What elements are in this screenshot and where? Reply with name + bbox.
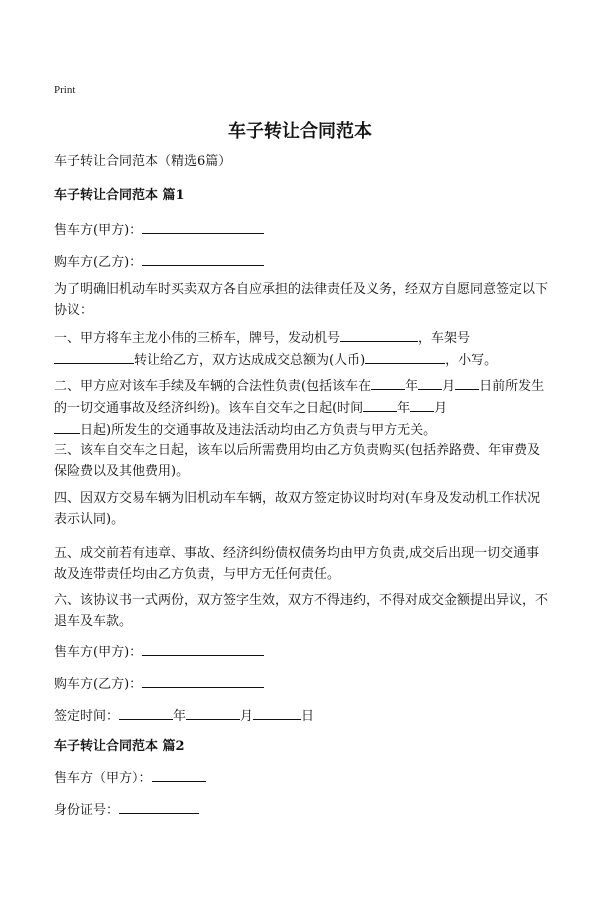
sign-date-label: 签定时间： [54, 709, 120, 724]
frame-number-blank[interactable] [54, 349, 134, 364]
document-title: 车子转让合同范本 [228, 121, 372, 142]
clause-2-month-2: 月 [434, 401, 448, 416]
section2-seller-blank[interactable] [152, 767, 206, 782]
buyer-field-row [54, 251, 264, 273]
seller-blank[interactable] [142, 219, 264, 234]
clause-2-text-a: 二、甲方应对该车手续及车辆的合法性负责(包括该车在 [54, 379, 372, 394]
section2-id-label: 身份证号： [54, 803, 120, 818]
clause-1-text-d: ，小写。 [445, 353, 498, 368]
seller-blank-2[interactable] [142, 641, 264, 656]
total-amount-blank[interactable] [365, 349, 445, 364]
clause-2-year: 年 [405, 379, 419, 394]
clause-2-month: 月 [442, 379, 456, 394]
intro-paragraph: 为了明确旧机动车时买卖双方各自应承担的法律责任及义务，经双方自愿同意签定以下协议： [54, 282, 549, 318]
engine-number-blank[interactable] [340, 327, 418, 342]
buyer-blank[interactable] [142, 251, 264, 266]
buyer-blank-2[interactable] [142, 673, 264, 688]
clause-3: 三、该车自交车之日起，该车以后所需费用均由乙方负责购买(包括养路费、年审费及保险费以及其他费用)。 [54, 443, 541, 479]
clause-2-text-b: 日起)所发生的交通事故及违法活动均由乙方负责与甲方无关。 [80, 423, 437, 438]
sign-day-blank[interactable] [253, 705, 301, 720]
section2-seller-row [54, 767, 206, 789]
clause-2-year-blank[interactable] [371, 375, 405, 390]
clause-4: 四、因双方交易车辆为旧机动车车辆，故双方签定协议时均对(车身及发动机工作状况表示认同)。 [54, 491, 541, 527]
buyer-label-2: 购车方(乙方)： [54, 677, 143, 692]
section2-seller-label: 售车方（甲方）： [54, 771, 152, 786]
clause-2-handover-year-blank[interactable] [363, 397, 397, 412]
buyer-label: 购车方(乙方)： [54, 255, 143, 270]
print-link[interactable]: Print [54, 84, 76, 96]
sign-year: 年 [173, 709, 187, 724]
seller-field-row-2 [54, 641, 264, 663]
clause-2-text-day: 日前所发生的一切交通事故及经济纠纷)。该车自交车之日起(时间 [54, 379, 545, 416]
clause-2-month-blank[interactable] [418, 375, 442, 390]
sign-day: 日 [301, 709, 315, 724]
clause-2-handover-month-blank[interactable] [410, 397, 434, 412]
clause-2 [54, 375, 550, 441]
clause-1-text-c: 转让给乙方，双方达成成交总额为(人币) [134, 353, 366, 368]
clause-1-text-a: 一、甲方将车主龙小伟的三桥车，牌号，发动机号 [54, 331, 341, 346]
sign-year-blank[interactable] [119, 705, 173, 720]
sign-month: 月 [240, 709, 254, 724]
clause-2-year-2: 年 [397, 401, 411, 416]
seller-label-2: 售车方(甲方)： [54, 645, 143, 660]
clause-1-text-b: ，车架号 [418, 331, 471, 346]
sign-month-blank[interactable] [186, 705, 240, 720]
section2-heading: 车子转让合同范本 篇2 [54, 739, 185, 754]
seller-field-row [54, 219, 264, 241]
clause-1 [54, 327, 550, 371]
section2-id-row [54, 799, 199, 821]
buyer-field-row-2 [54, 673, 264, 695]
section1-heading: 车子转让合同范本 篇1 [54, 188, 185, 203]
section2-id-blank[interactable] [119, 799, 199, 814]
seller-label: 售车方(甲方)： [54, 223, 143, 238]
sign-date-row [54, 705, 314, 727]
document-subtitle: 车子转让合同范本（精选6篇） [54, 154, 232, 169]
clause-6: 六、该协议书一式两份，双方签字生效，双方不得违约，不得对成交金额提出异议，不退车及车款。 [54, 593, 549, 629]
clause-5: 五、成交前若有违章、事故、经济纠纷债权债务均由甲方负责,成交后出现一切交通事故及连带责任均由乙方负责，与甲方无任何责任。 [54, 546, 540, 582]
clause-2-handover-day-blank[interactable] [54, 419, 80, 434]
clause-2-day-blank[interactable] [455, 375, 479, 390]
